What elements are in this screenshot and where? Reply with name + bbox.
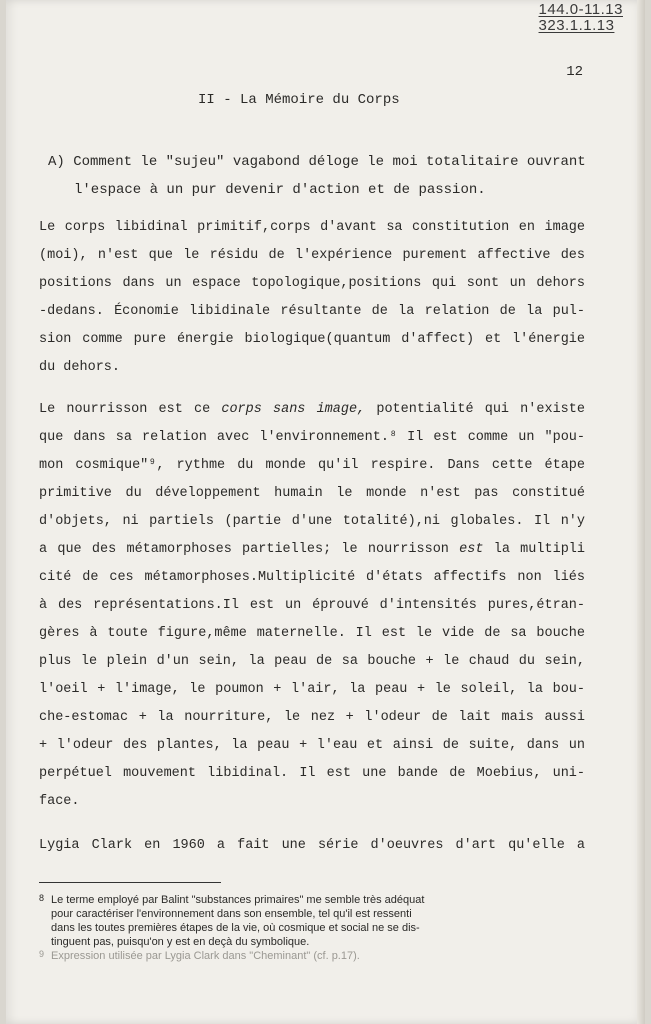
paragraph-line: mon cosmique"⁹, rythme du monde qu'il respire. Dans cette étape	[39, 458, 585, 473]
paragraph-line: Lygia Clark en 1960 a fait une série d'oeuvres d'art qu'elle a	[39, 838, 585, 853]
paragraph-line: + l'odeur des plantes, la peau + l'eau et ainsi de suite, dans un	[39, 738, 585, 753]
footnote-line: tinguent pas, puisqu'on y est en deçà du symbolique.	[51, 936, 310, 948]
paragraph-line	[39, 396, 585, 424]
paragraph-line: primitive du développement humain le monde n'est pas constitué	[39, 486, 585, 501]
paragraph-line: -dedans. Économie libidinale résultante de la relation de la pul-	[39, 304, 585, 319]
footnote-mark: 9	[39, 949, 45, 959]
paragraph-line: positions dans un espace topologique,positions qui sont un dehors	[39, 276, 585, 291]
section-heading-line-1: A) Comment le "sujeu" vagabond déloge le moi totalitaire ouvrant	[48, 154, 586, 170]
paragraph-line: perpétuel mouvement libidinal. Il est une bande de Moebius, uni-	[39, 766, 585, 781]
paragraph-line: l'oeil + l'image, le poumon + l'air, la peau + le soleil, la bou-	[39, 682, 585, 697]
italic-word: est	[459, 542, 484, 557]
footnote-line: Expression utilisée par Lygia Clark dans "Cheminant" (cf. p.17).	[51, 950, 360, 962]
italic-phrase: corps sans image,	[221, 402, 366, 417]
section-heading-line-2: l'espace à un pur devenir d'action et de passion.	[74, 182, 486, 198]
footnotes	[39, 893, 599, 963]
text-run: a que des métamorphoses partielles; le nourrisson	[39, 542, 460, 557]
archive-reference-line-1: 144.0-11.13	[538, 1, 623, 18]
footnote-line: dans les toutes premières étapes de la vie, où cosmique et social ne se dis-	[51, 922, 420, 934]
archive-reference-line-2: 323.1.1.13	[538, 17, 615, 34]
text-run: la multipli	[483, 542, 585, 557]
paragraph-1	[39, 214, 585, 382]
text-run: Le nourrisson est ce	[39, 402, 222, 417]
paragraph-line: d'objets, ni partiels (partie d'une totalité),ni globales. Il n'y	[39, 514, 585, 529]
paragraph-2	[39, 396, 585, 816]
page-edge	[637, 0, 645, 1024]
paragraph-line: face.	[39, 794, 80, 809]
text-run: potentialité qui n'existe	[365, 402, 585, 417]
page-number: 12	[566, 64, 583, 80]
paragraph-line: che-estomac + la nourriture, le nez + l'odeur de lait mais aussi	[39, 710, 585, 725]
paragraph-line: cité de ces métamorphoses.Multiplicité d'états affectifs non liés	[39, 570, 585, 585]
paragraph-line: (moi), n'est que le résidu de l'expérience purement affective des	[39, 248, 585, 263]
paragraph-3	[39, 832, 585, 860]
footnote-line: Le terme employé par Balint "substances primaires" me semble très adéquat	[51, 894, 425, 906]
paragraph-line: que dans sa relation avec l'environnement.⁸ Il est comme un "pou-	[39, 430, 585, 445]
paragraph-line: sion comme pure énergie biologique(quantum d'affect) et l'énergie	[39, 332, 585, 347]
footnote-8	[39, 893, 599, 949]
chapter-title: II - La Mémoire du Corps	[198, 92, 400, 108]
archive-reference	[539, 2, 623, 34]
paragraph-line: plus le plein d'un sein, la peau de sa bouche + le chaud du sein,	[39, 654, 585, 669]
paragraph-line: gères à toute figure,même maternelle. Il est le vide de sa bouche	[39, 626, 585, 641]
footnote-separator	[39, 882, 221, 883]
paragraph-line: du dehors.	[39, 360, 121, 375]
section-heading	[48, 148, 608, 204]
document-page	[6, 0, 645, 1024]
paragraph-line: Le corps libidinal primitif,corps d'avant sa constitution en image	[39, 220, 585, 235]
footnote-9	[39, 949, 599, 963]
paragraph-line	[39, 536, 585, 564]
footnote-line: pour caractériser l'environnement dans son ensemble, tel qu'il est ressenti	[51, 908, 412, 920]
paragraph-line: à des représentations.Il est un éprouvé d'intensités pures,étran-	[39, 598, 585, 613]
footnote-mark: 8	[39, 893, 45, 903]
